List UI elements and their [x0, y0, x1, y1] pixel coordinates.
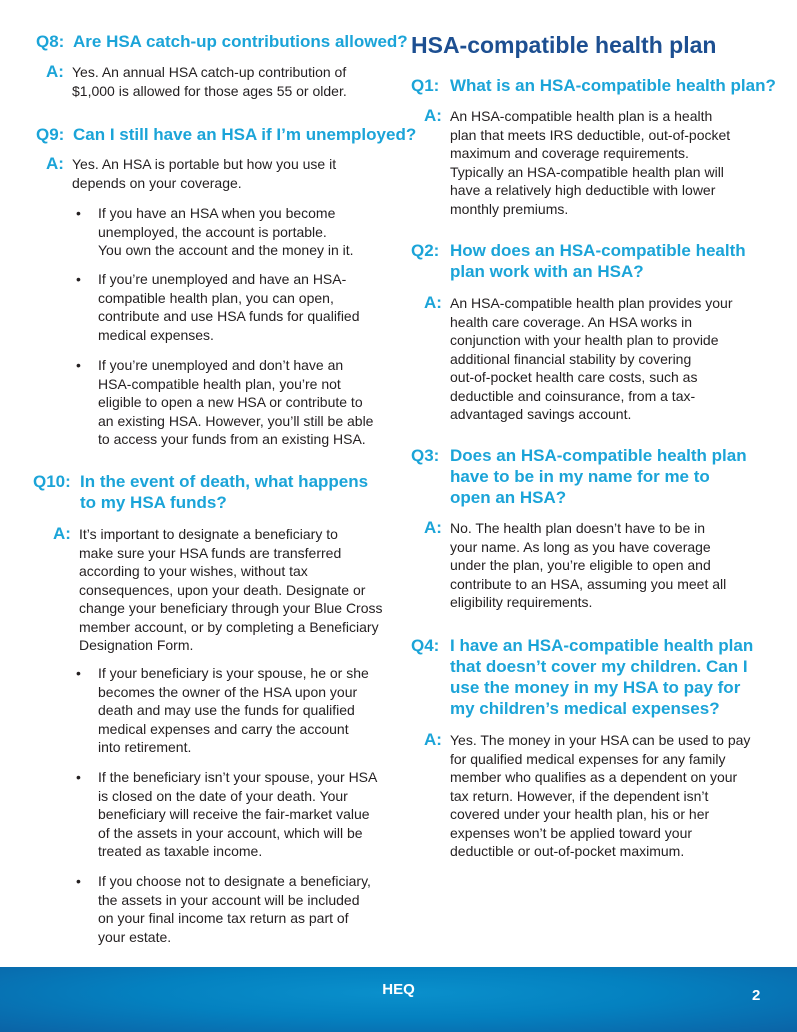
- text-line: If the beneficiary isn’t your spouse, your HSA: [98, 769, 378, 785]
- text-line: the assets in your account will be included: [98, 891, 360, 908]
- text-line: If your beneficiary is your spouse, he or she: [98, 665, 369, 681]
- question-text: [450, 635, 753, 719]
- question-text: [450, 240, 746, 282]
- bullet-icon: •: [76, 665, 81, 681]
- text-line: maximum and coverage requirements.: [450, 145, 689, 161]
- bullet-item-text: [98, 270, 360, 344]
- text-line: Are HSA catch-up contributions allowed?: [73, 32, 408, 51]
- text-line: If you’re unemployed and don’t have an: [98, 357, 344, 373]
- answer-text: [450, 107, 730, 218]
- text-line: of the assets in your account, which will be: [98, 824, 363, 841]
- text-line: to access your funds from an existing HSA.: [98, 431, 366, 447]
- text-line: Does an HSA-compatible health plan: [450, 446, 747, 465]
- answer-label: A:: [424, 730, 442, 749]
- question-label: Q2:: [411, 241, 440, 260]
- text-line: An HSA-compatible health plan provides your: [450, 295, 733, 311]
- page-number: 2: [752, 987, 761, 1004]
- answer-text: [450, 731, 750, 861]
- text-line: becomes the owner of the HSA upon your: [98, 683, 358, 700]
- text-line: Can I still have an HSA if I’m unemployed?: [73, 125, 417, 144]
- bullet-icon: •: [76, 873, 81, 889]
- text-line: medical expenses and carry the account: [98, 720, 349, 737]
- answer-text: [79, 525, 383, 655]
- text-line: tax return. However, if the dependent isn’t: [450, 787, 709, 804]
- text-line: for qualified medical expenses for any family: [450, 750, 726, 767]
- text-line: Designation Form.: [79, 637, 194, 653]
- text-line: covered under your health plan, his or her: [450, 806, 710, 822]
- answer-text: [72, 63, 347, 100]
- answer-label: A:: [424, 293, 442, 312]
- text-line: In the event of death, what happens: [80, 472, 369, 491]
- text-line: use the money in my HSA to pay for: [450, 678, 741, 697]
- text-line: monthly premiums.: [450, 200, 569, 217]
- text-line: HSA-compatible health plan, you’re not: [98, 375, 341, 392]
- text-line: plan that meets IRS deductible, out-of-pocket: [450, 126, 731, 143]
- text-line: is closed on the date of your death. Your: [98, 787, 348, 804]
- text-line: change your beneficiary through your Blue Cross: [79, 600, 383, 616]
- bullet-item-text: [98, 872, 371, 946]
- text-line: Typically an HSA-compatible health plan will: [450, 163, 724, 180]
- text-line: that doesn’t cover my children. Can I: [450, 657, 748, 676]
- text-line: No. The health plan doesn’t have to be in: [450, 520, 706, 536]
- bullet-icon: •: [76, 357, 81, 373]
- bullet-item-text: [98, 356, 373, 449]
- answer-label: A:: [424, 106, 442, 125]
- text-line: medical expenses.: [98, 326, 214, 343]
- question-label: Q1:: [411, 76, 440, 95]
- text-line: contribute to an HSA, assuming you meet all: [450, 575, 727, 592]
- text-line: member account, or by completing a Beneficiary: [79, 618, 379, 635]
- text-line: open an HSA?: [450, 488, 567, 507]
- text-line: your name. As long as you have coverage: [450, 538, 711, 555]
- text-line: plan work with an HSA?: [450, 262, 644, 281]
- text-line: contribute and use HSA funds for qualified: [98, 308, 360, 324]
- text-line: death and may use the funds for qualified: [98, 702, 355, 718]
- bullet-icon: •: [76, 769, 81, 785]
- question-label: Q9:: [36, 125, 65, 144]
- question-label: Q3:: [411, 446, 440, 465]
- text-line: You own the account and the money in it.: [98, 242, 354, 258]
- text-line: deductible or out-of-pocket maximum.: [450, 843, 685, 859]
- text-line: to my HSA funds?: [80, 493, 227, 512]
- text-line: Yes. The money in your HSA can be used to pay: [450, 732, 751, 748]
- text-line: member who qualifies as a dependent on your: [450, 769, 738, 785]
- text-line: depends on your coverage.: [72, 174, 242, 191]
- text-line: It’s important to designate a beneficiary to: [79, 526, 338, 542]
- text-line: Yes. An annual HSA catch-up contribution of: [72, 64, 347, 80]
- question-label: Q10:: [33, 472, 71, 491]
- text-line: An HSA-compatible health plan is a health: [450, 108, 713, 124]
- question-text: [450, 445, 747, 508]
- answer-label: A:: [46, 62, 64, 81]
- text-line: under the plan, you’re eligible to open and: [450, 557, 711, 573]
- text-line: an existing HSA. However, you’ll still be able: [98, 412, 374, 429]
- answer-text: [450, 519, 726, 612]
- answer-text: [450, 294, 733, 424]
- text-line: eligible to open a new HSA or contribute to: [98, 394, 363, 410]
- text-line: Yes. An HSA is portable but how you use it: [72, 156, 337, 172]
- text-line: deductible and coinsurance, from a tax-: [450, 387, 696, 404]
- footer-bar: [0, 967, 797, 1032]
- text-line: additional financial stability by covering: [450, 350, 692, 367]
- text-line: out-of-pocket health care costs, such as: [450, 369, 698, 385]
- text-line: If you’re unemployed and have an HSA-: [98, 271, 347, 287]
- answer-label: A:: [424, 518, 442, 537]
- answer-label: A:: [53, 524, 71, 543]
- text-line: your estate.: [98, 928, 172, 945]
- text-line: have a relatively high deductible with lower: [450, 182, 716, 198]
- question-text: [73, 124, 416, 145]
- text-line: conjunction with your health plan to provide: [450, 332, 719, 348]
- bullet-item-text: [98, 664, 369, 757]
- question-text: [450, 75, 776, 96]
- text-line: have to be in my name for me to: [450, 467, 710, 486]
- text-line: expenses won’t be applied toward your: [450, 824, 693, 841]
- bullet-item-text: [98, 768, 377, 861]
- question-text: [80, 471, 368, 513]
- answer-label: A:: [46, 154, 64, 173]
- bullet-icon: •: [76, 205, 81, 221]
- text-line: eligibility requirements.: [450, 594, 593, 610]
- question-label: Q8:: [36, 32, 65, 51]
- text-line: I have an HSA-compatible health plan: [450, 636, 754, 655]
- question-text: [73, 31, 408, 52]
- section-title: HSA-compatible health plan: [411, 32, 717, 58]
- text-line: beneficiary will receive the fair-market value: [98, 806, 370, 822]
- text-line: into retirement.: [98, 739, 192, 755]
- footer-label: HEQ: [382, 981, 415, 998]
- answer-text: [72, 155, 336, 192]
- text-line: consequences, upon your death. Designate or: [79, 581, 366, 598]
- text-line: $1,000 is allowed for those ages 55 or older.: [72, 82, 347, 99]
- text-line: treated as taxable income.: [98, 843, 263, 859]
- text-line: according to your wishes, without tax: [79, 563, 308, 579]
- text-line: unemployed, the account is portable.: [98, 223, 327, 240]
- text-line: If you have an HSA when you become: [98, 205, 336, 221]
- text-line: health care coverage. An HSA works in: [450, 313, 693, 330]
- text-line: my children’s medical expenses?: [450, 699, 720, 718]
- bullet-item-text: [98, 204, 354, 260]
- text-line: make sure your HSA funds are transferred: [79, 544, 342, 561]
- text-line: compatible health plan, you can open,: [98, 289, 334, 306]
- text-line: If you choose not to designate a beneficiary,: [98, 873, 371, 889]
- text-line: on your final income tax return as part of: [98, 910, 349, 926]
- text-line: How does an HSA-compatible health: [450, 241, 746, 260]
- text-line: What is an HSA-compatible health plan?: [450, 76, 776, 95]
- text-line: advantaged savings account.: [450, 406, 632, 422]
- question-label: Q4:: [411, 636, 440, 655]
- bullet-icon: •: [76, 271, 81, 287]
